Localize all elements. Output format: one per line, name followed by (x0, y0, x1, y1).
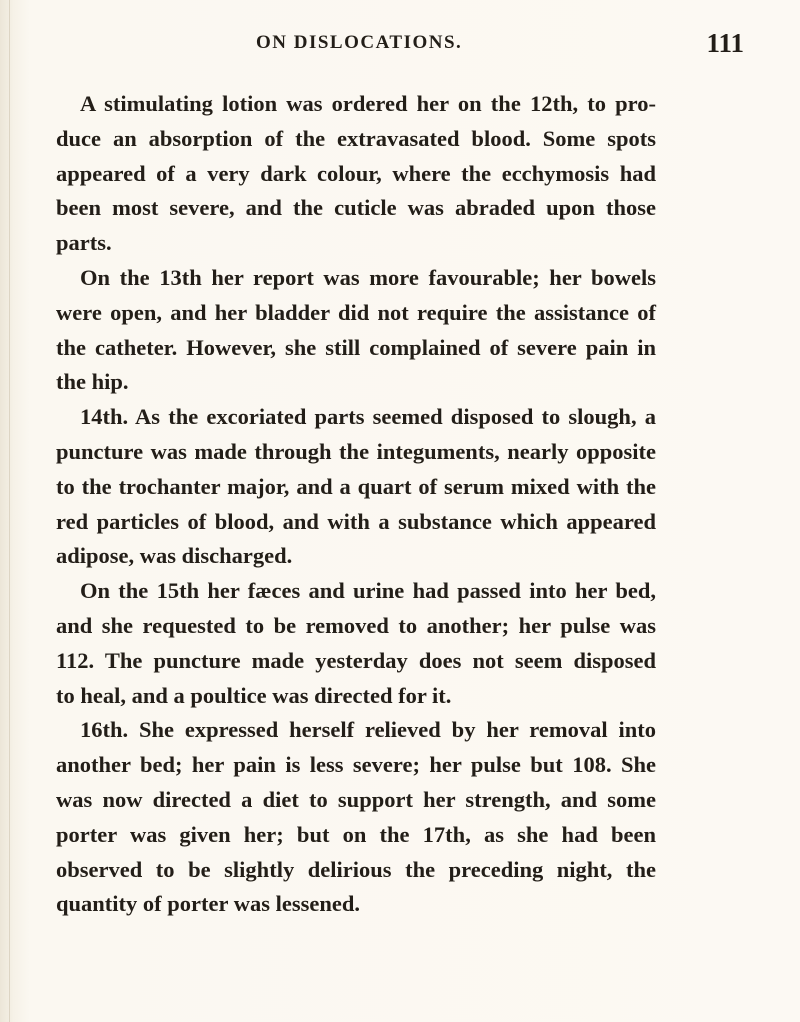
running-header (0, 28, 800, 68)
text-line: observed to be slightly delirious the preceding night, the (56, 856, 656, 882)
text-line: the hip. (56, 369, 129, 395)
text-line: was now directed a diet to support her strength, and some (56, 786, 656, 812)
text-line: On the 13th her report was more favourable; her bowels (80, 264, 656, 290)
text-line: 112. The puncture made yesterday does not seem disposed (56, 647, 656, 673)
binding-gutter (9, 0, 10, 1022)
text-line: red particles of blood, and with a substance which appeared (56, 508, 656, 534)
text-line: 16th. She expressed herself relieved by her removal into (80, 717, 656, 743)
text-line: puncture was made through the integuments, nearly opposite (56, 438, 656, 464)
text-line: were open, and her bladder did not require the assistance of (56, 299, 656, 325)
text-line: to the trochanter major, and a quart of serum mixed with the (56, 473, 656, 499)
text-line: On the 15th her fæces and urine had passed into her bed, (80, 578, 656, 604)
text-line: the catheter. However, she still complained of severe pain in (56, 334, 656, 360)
text-line: adipose, was discharged. (56, 543, 293, 569)
running-title: ON DISLOCATIONS. (256, 32, 463, 53)
text-line: another bed; her pain is less severe; her pulse but 108. She (56, 752, 656, 778)
text-line: been most severe, and the cuticle was abraded upon those (56, 195, 656, 221)
text-line: to heal, and a poultice was directed for it. (56, 682, 452, 708)
text-line: duce an absorption of the extravasated blood. Some spots (56, 125, 656, 151)
page-number: 111 (706, 28, 744, 58)
text-line: 14th. As the excoriated parts seemed disposed to slough, a (80, 404, 656, 430)
text-line: and she requested to be removed to another; her pulse was (56, 612, 656, 638)
text-line: quantity of porter was lessened. (56, 891, 360, 917)
text-line: appeared of a very dark colour, where the ecchymosis had (56, 160, 656, 186)
text-line: parts. (56, 230, 112, 256)
text-line: A stimulating lotion was ordered her on the 12th, to pro- (80, 91, 656, 116)
text-line: porter was given her; but on the 17th, as she had been (56, 821, 656, 847)
body-text (56, 87, 656, 922)
